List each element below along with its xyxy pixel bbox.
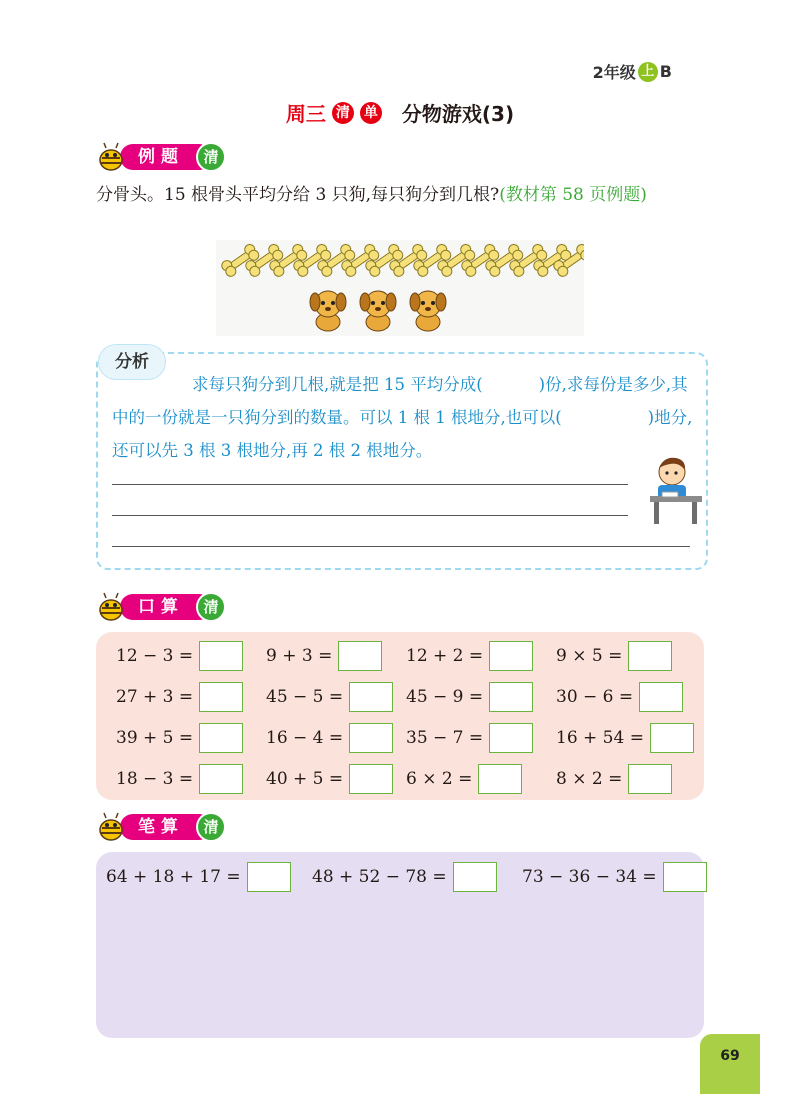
mental-eq bbox=[556, 723, 694, 753]
answer-box[interactable] bbox=[349, 682, 393, 712]
page-title bbox=[0, 98, 800, 127]
eq-text: 48 + 52 − 78 = bbox=[312, 867, 447, 887]
eq-text: 73 − 36 − 34 = bbox=[522, 867, 657, 887]
written-tag-badge: 清 bbox=[196, 812, 226, 842]
eq-text: 30 − 6 = bbox=[556, 687, 634, 707]
written-eq bbox=[522, 862, 707, 892]
eq-text: 45 − 9 = bbox=[406, 687, 484, 707]
example-tag-badge: 清 bbox=[196, 142, 226, 172]
eq-text: 16 − 4 = bbox=[266, 728, 344, 748]
bones-and-dogs-illustration bbox=[216, 240, 584, 336]
bee-icon bbox=[96, 142, 126, 172]
section-tag-mental bbox=[96, 592, 226, 622]
example-problem bbox=[96, 180, 708, 210]
eq-text: 18 − 3 = bbox=[116, 769, 194, 789]
analysis-part-2: )份,求每份是多少,其中的一份就是一只狗分到的数量。可以 1 根 1 根地分,也可以( bbox=[112, 375, 688, 427]
answer-box[interactable] bbox=[199, 641, 243, 671]
answer-box[interactable] bbox=[489, 682, 533, 712]
answer-box[interactable] bbox=[199, 723, 243, 753]
answer-box[interactable] bbox=[639, 682, 683, 712]
answer-box[interactable] bbox=[338, 641, 382, 671]
answer-line-3[interactable] bbox=[112, 546, 690, 547]
mental-eq bbox=[116, 723, 243, 753]
mental-eq bbox=[116, 682, 243, 712]
mental-eq bbox=[116, 764, 243, 794]
eq-text: 40 + 5 = bbox=[266, 769, 344, 789]
answer-box[interactable] bbox=[628, 764, 672, 794]
title-badge-1: 清 bbox=[332, 102, 354, 124]
analysis-text bbox=[112, 368, 702, 467]
mental-eq bbox=[266, 764, 393, 794]
bee-icon bbox=[96, 592, 126, 622]
grade-label bbox=[593, 60, 672, 83]
example-text: 分骨头。15 根骨头平均分给 3 只狗,每只狗分到几根? bbox=[96, 185, 500, 205]
eq-text: 39 + 5 = bbox=[116, 728, 194, 748]
mental-eq bbox=[266, 682, 393, 712]
written-tag-label: 笔算 bbox=[120, 814, 212, 840]
mental-eq bbox=[406, 764, 522, 794]
analysis-part-1: 求每只狗分到几根,就是把 15 平均分成( bbox=[192, 375, 483, 394]
mental-eq bbox=[406, 641, 533, 671]
boy-studying-icon bbox=[646, 452, 704, 528]
eq-text: 12 − 3 = bbox=[116, 646, 194, 666]
grade-suffix: B bbox=[659, 62, 672, 81]
answer-line-2[interactable] bbox=[112, 515, 628, 516]
mental-eq bbox=[556, 641, 672, 671]
grade-prefix: 2年级 bbox=[592, 63, 636, 82]
title-day: 周三 bbox=[285, 102, 326, 126]
dog-icon bbox=[360, 291, 396, 331]
eq-text: 9 × 5 = bbox=[556, 646, 623, 666]
mental-eq bbox=[116, 641, 243, 671]
mental-eq bbox=[406, 723, 533, 753]
answer-box[interactable] bbox=[349, 723, 393, 753]
eq-text: 16 + 54 = bbox=[556, 728, 644, 748]
mental-eq bbox=[266, 723, 393, 753]
title-main: 分物游戏(3) bbox=[401, 102, 515, 126]
dog-icon bbox=[310, 291, 346, 331]
mental-eq bbox=[266, 641, 382, 671]
answer-box[interactable] bbox=[628, 641, 672, 671]
mental-eq bbox=[556, 682, 683, 712]
page-number: 69 bbox=[700, 1034, 760, 1094]
example-tag-label: 例题 bbox=[120, 144, 212, 170]
eq-text: 6 × 2 = bbox=[406, 769, 473, 789]
answer-box[interactable] bbox=[489, 723, 533, 753]
answer-box[interactable] bbox=[663, 862, 707, 892]
analysis-label: 分析 bbox=[98, 344, 166, 380]
answer-box[interactable] bbox=[453, 862, 497, 892]
written-eq bbox=[106, 862, 291, 892]
answer-box[interactable] bbox=[349, 764, 393, 794]
example-reference: (教材第 58 页例题) bbox=[499, 185, 647, 205]
eq-text: 35 − 7 = bbox=[406, 728, 484, 748]
answer-box[interactable] bbox=[478, 764, 522, 794]
eq-text: 64 + 18 + 17 = bbox=[106, 867, 241, 887]
answer-line-1[interactable] bbox=[112, 484, 628, 485]
analysis-part-3: )地分,还可以先 3 根 3 根地分,再 2 根 2 根地分。 bbox=[112, 408, 693, 460]
section-tag-written bbox=[96, 812, 226, 842]
mental-tag-label: 口算 bbox=[120, 594, 212, 620]
answer-box[interactable] bbox=[199, 682, 243, 712]
answer-box[interactable] bbox=[650, 723, 694, 753]
written-eq bbox=[312, 862, 497, 892]
answer-box[interactable] bbox=[199, 764, 243, 794]
bee-icon bbox=[96, 812, 126, 842]
answer-box[interactable] bbox=[489, 641, 533, 671]
eq-text: 45 − 5 = bbox=[266, 687, 344, 707]
grade-badge: 上 bbox=[638, 62, 658, 82]
section-tag-example bbox=[96, 142, 226, 172]
dog-icon bbox=[410, 291, 446, 331]
eq-text: 27 + 3 = bbox=[116, 687, 194, 707]
mental-eq bbox=[406, 682, 533, 712]
eq-text: 9 + 3 = bbox=[266, 646, 333, 666]
mental-tag-badge: 清 bbox=[196, 592, 226, 622]
answer-box[interactable] bbox=[247, 862, 291, 892]
eq-text: 12 + 2 = bbox=[406, 646, 484, 666]
eq-text: 8 × 2 = bbox=[556, 769, 623, 789]
mental-eq bbox=[556, 764, 672, 794]
title-badge-2: 单 bbox=[360, 102, 382, 124]
